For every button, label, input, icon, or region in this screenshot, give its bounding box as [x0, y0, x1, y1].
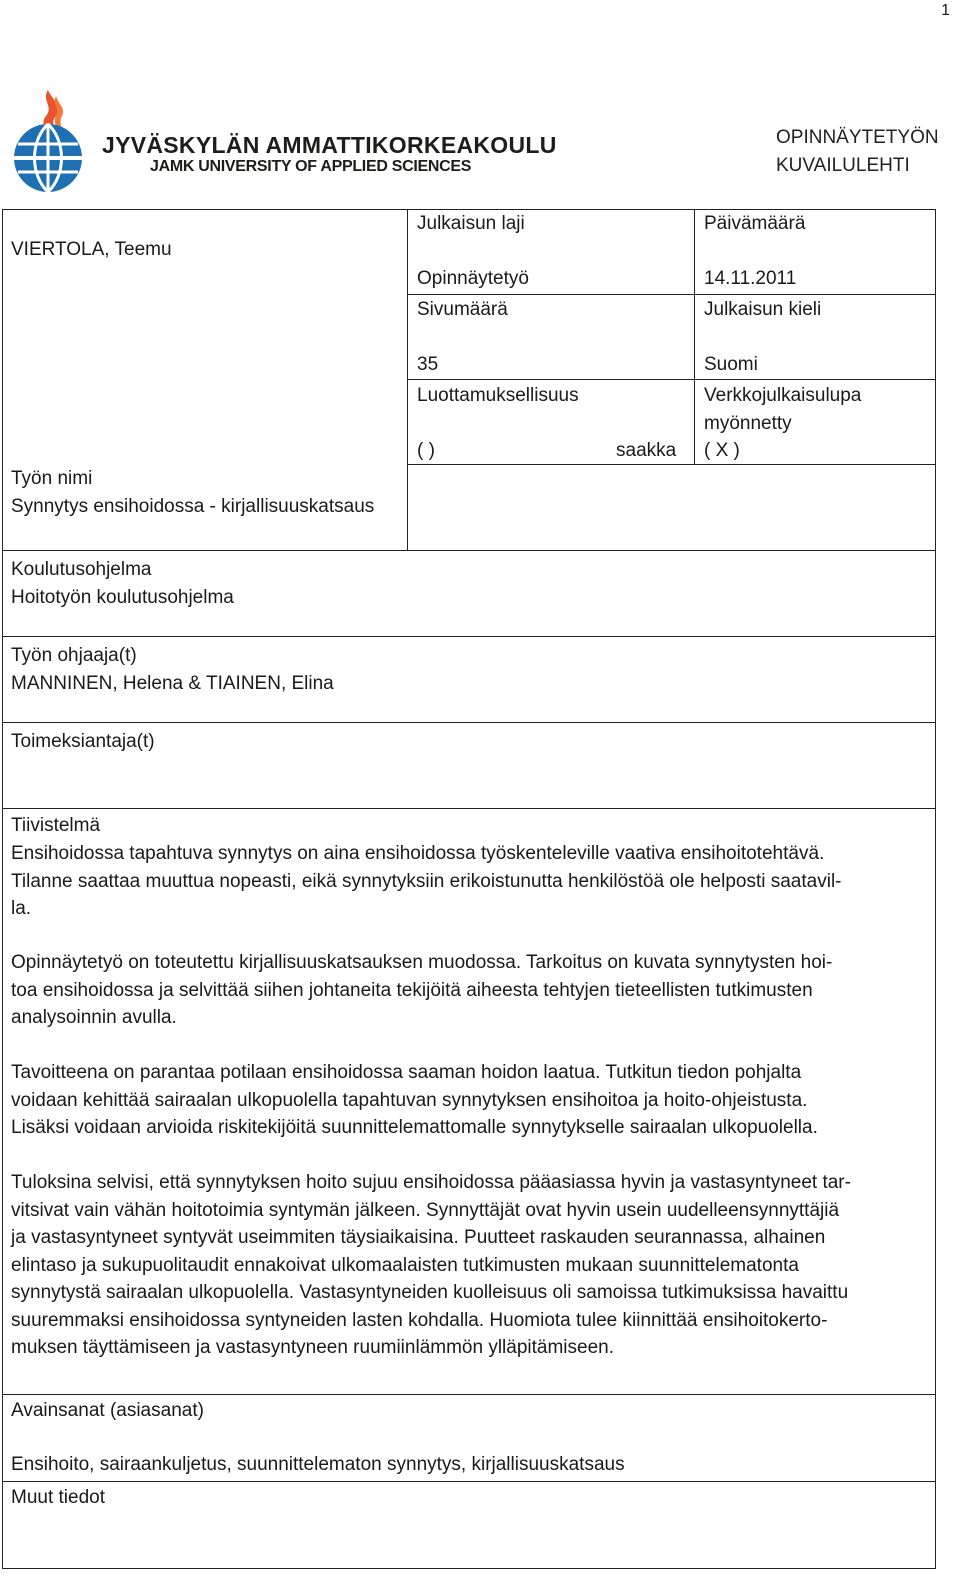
abstract-paragraph-3 [11, 1059, 923, 1142]
abstract-line: Lisäksi voidaan arvioida riskitekijöitä suunnittelemattomalle synnytykselle sairaalan ulkopuolella. [11, 1117, 818, 1138]
pages-label: Sivumäärä [417, 299, 508, 320]
author-cell [2, 209, 408, 551]
abstract-line: toa ensihoidossa ja selvittää siihen johtaneita tekijöitä aiheesta tehtyjen tieteellisten tutkimusten [11, 979, 813, 1001]
abstract-line: muksen täyttämiseen ja vastasyntyneen ruumiinlämmön ylläpitämiseen. [11, 1337, 614, 1358]
abstract-line: Tavoitteena on parantaa potilaan ensihoidossa saaman hoidon laatua. Tutkitun tiedon pohjalta [11, 1062, 802, 1083]
web-permission-cell [694, 379, 936, 465]
publication-type-label: Julkaisun laji [417, 213, 525, 234]
commissioner-label: Toimeksiantaja(t) [11, 731, 155, 752]
abstract-line: la. [11, 898, 32, 919]
pages-cell [407, 294, 695, 380]
abstract-line: Tuloksina selvisi, että synnytyksen hoito sujuu ensihoidossa pääasiassa hyvin ja vastasyntyneet tar- [11, 1172, 851, 1193]
abstract-line: Ensihoidossa tapahtuva synnytys on aina ensihoidossa työskenteleville vaativa ensihoitotehtävä. [11, 843, 825, 864]
logo-text-en: JAMK UNIVERSITY OF APPLIED SCIENCES [150, 158, 472, 175]
document-type-line2: KUVAILULEHTI [776, 155, 910, 176]
date-cell [694, 209, 936, 295]
language-value: Suomi [704, 354, 758, 375]
abstract-line: analysoinnin avulla. [11, 1007, 177, 1028]
keywords-cell [2, 1394, 936, 1482]
date-value: 14.11.2011 [704, 268, 797, 289]
jamk-logo [8, 86, 557, 196]
document-type [776, 124, 939, 180]
web-permission-label-1: Verkkojulkaisulupa [704, 385, 862, 406]
confidentiality-until: saakka [616, 440, 677, 461]
supervisors-label: Työn ohjaaja(t) [11, 645, 137, 666]
abstract-line: ja vastasyntyneet syntyvät useimmiten täysiaikaisina. Puutteet raskauden seurannassa, alhainen [11, 1227, 826, 1248]
title-value: Synnytys ensihoidossa - kirjallisuuskatsaus [11, 496, 375, 517]
abstract-paragraph-2 [11, 949, 923, 1032]
commissioner-cell [2, 722, 936, 809]
abstract-paragraph-4 [11, 1169, 923, 1362]
abstract-line: suuremmaksi ensihoidossa syntyneiden lasten kohdalla. Huomiota tulee kiinnittää ensihoitokerto- [11, 1309, 828, 1331]
supervisors-value: MANNINEN, Helena & TIAINEN, Elina [11, 673, 334, 694]
abstract-label: Tiivistelmä [11, 815, 101, 836]
confidentiality-label: Luottamuksellisuus [417, 385, 579, 406]
document-type-line1: OPINNÄYTETYÖN [776, 127, 939, 148]
keywords-label: Avainsanat (asiasanat) [11, 1400, 204, 1421]
logo-text-fi: JYVÄSKYLÄN AMMATTIKORKEAKOULU [102, 132, 557, 158]
author-name: VIERTOLA, Teemu [11, 239, 172, 260]
abstract-line: synnytystä sairaalan ulkopuolella. Vastasyntyneiden kuolleisuus oli samoissa tutkimuksissa havaittu [11, 1282, 849, 1303]
programme-label: Koulutusohjelma [11, 559, 152, 580]
abstract-cell [2, 808, 936, 1395]
abstract-line: vitsivat vain vähän hoitotoimia syntymän jälkeen. Synnyttäjät ovat hyvin usein uudelleensynnyttäjiä [11, 1199, 840, 1221]
confidentiality-checkbox: ( ) [417, 440, 435, 461]
keywords-value: Ensihoito, sairaankuljetus, suunnittelematon synnytys, kirjallisuuskatsaus [11, 1454, 625, 1475]
supervisors-cell [2, 636, 936, 723]
description-form [2, 209, 936, 1569]
web-permission-label-2: myönnetty [704, 413, 792, 434]
abstract-line: elintaso ja sukupuolitaudit ennakoivat ulkomaalaisten tutkimusten mukaan suunnittelematonta [11, 1254, 799, 1276]
abstract-line: Opinnäytetyö on toteutettu kirjallisuuskatsauksen muodossa. Tarkoitus on kuvata synnytysten hoi- [11, 952, 833, 973]
date-label: Päivämäärä [704, 213, 806, 234]
other-info-cell [2, 1481, 936, 1569]
title-label: Työn nimi [11, 468, 93, 489]
jamk-emblem-icon [8, 86, 98, 196]
other-info-label: Muut tiedot [11, 1487, 105, 1508]
programme-value: Hoitotyön koulutusohjelma [11, 587, 234, 608]
pages-value: 35 [417, 354, 439, 375]
confidentiality-cell [407, 379, 695, 465]
title-row-right [407, 464, 936, 551]
abstract-line: Tilanne saattaa muuttua nopeasti, eikä synnytyksiin erikoistunutta henkilöstöä ole helposti saatavil- [11, 870, 842, 892]
publication-type-cell [407, 209, 695, 295]
language-cell [694, 294, 936, 380]
abstract-paragraph-1 [11, 840, 923, 923]
programme-cell [2, 550, 936, 637]
language-label: Julkaisun kieli [704, 299, 822, 320]
web-permission-value: ( X ) [704, 440, 740, 461]
publication-type-value: Opinnäytetyö [417, 268, 529, 289]
abstract-line: voidaan kehittää sairaalan ulkopuolella tapahtuvan synnytyksen ensihoitoa ja hoito-ohjeistusta. [11, 1089, 808, 1111]
page-number: 1 [941, 2, 950, 19]
